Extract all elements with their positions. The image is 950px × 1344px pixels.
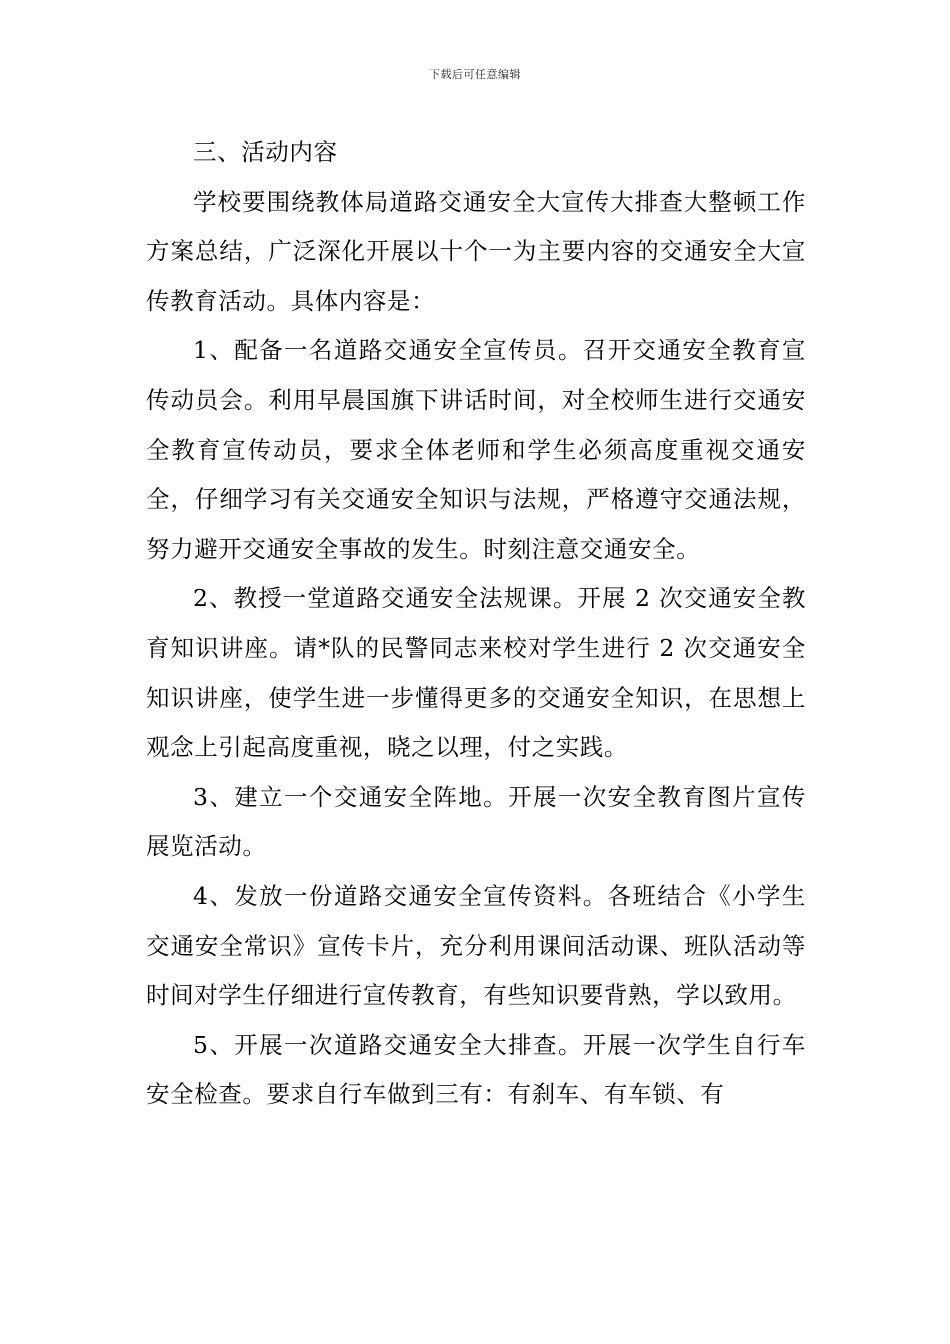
header-note: 下载后可任意编辑 (429, 68, 521, 81)
document-body (146, 128, 806, 1120)
paragraph-item-2: 2、教授一堂道路交通安全法规课。开展 2 次交通安全教育知识讲座。请*队的民警同志来校对学生进行 2 次交通安全知识讲座，使学生进一步懂得更多的交通安全知识，在思想上观念上引起高度重视，晓之以理，付之实践。 (146, 584, 806, 762)
paragraph-item-3: 3、建立一个交通安全阵地。开展一次安全教育图片宣传展览活动。 (146, 782, 806, 861)
paragraph-item-1: 1、配备一名道路交通安全宣传员。召开交通安全教育宣传动员会。利用早晨国旗下讲话时间，对全校师生进行交通安全教育宣传动员，要求全体老师和学生必须高度重视交通安全，仔细学习有关交通安全知识与法规，严格遵守交通法规，努力避开交通安全事故的发生。时刻注意交通安全。 (146, 336, 806, 563)
paragraph-item-5: 5、开展一次道路交通安全大排查。开展一次学生自行车安全检查。要求自行车做到三有：有刹车、有车锁、有 (146, 1030, 806, 1109)
section-heading: 三、活动内容 (193, 138, 338, 166)
paragraph-intro: 学校要围绕教体局道路交通安全大宣传大排查大整顿工作方案总结，广泛深化开展以十个一为主要内容的交通安全大宣传教育活动。具体内容是： (146, 187, 806, 315)
paragraph-item-4: 4、发放一份道路交通安全宣传资料。各班结合《小学生交通安全常识》宣传卡片，充分利用课间活动课、班队活动等时间对学生仔细进行宣传教育，有些知识要背熟，学以致用。 (146, 881, 806, 1010)
